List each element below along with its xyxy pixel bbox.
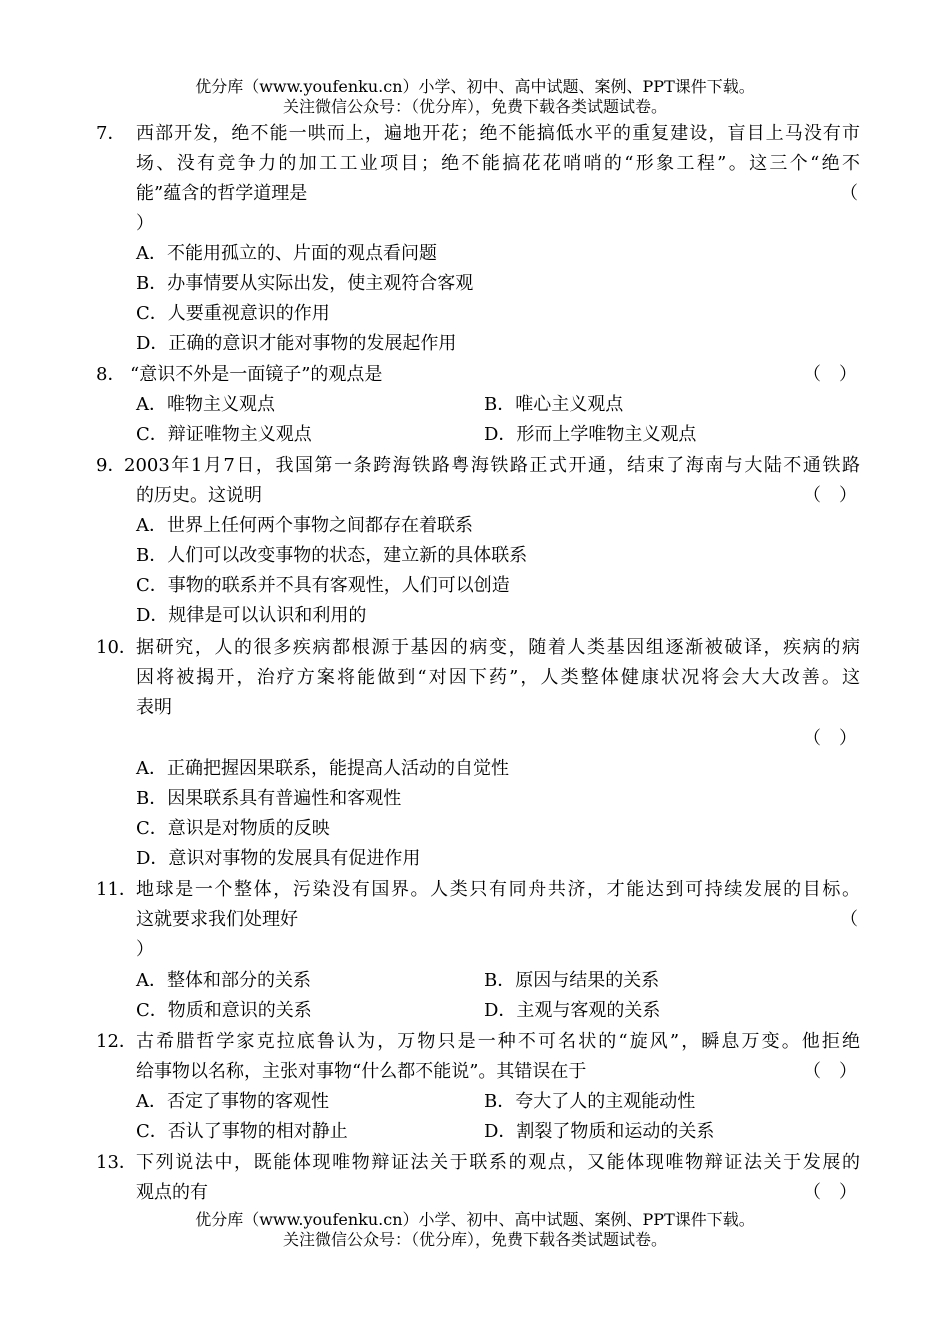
footer-line-1: 优分库（www.youfenku.cn）小学、初中、高中试题、案例、PPT课件下载。 [195,1210,755,1229]
question-stem-line: “意识不外是一面镜子”的观点是 [130,364,383,385]
question-number: 12． [96,1031,137,1052]
answer-paren: （ ） [803,1061,857,1082]
question-stem-line: 给事物以名称，主张对事物“什么都不能说”。其错误在于 [136,1061,587,1082]
option-c: C．意识是对物质的反映 [136,818,330,839]
option-c: C．人要重视意识的作用 [136,303,330,324]
option-b: B．夸大了人的主观能动性 [484,1091,696,1112]
answer-paren-close: ） [136,939,154,960]
question-stem-line: 因将被揭开，治疗方案将能做到“对因下药”，人类整体健康状况将会大大改善。这 [136,667,860,688]
option-b: B．原因与结果的关系 [484,970,660,991]
option-b: B．人们可以改变事物的状态，建立新的具体联系 [136,545,528,566]
answer-paren-open: （ [840,909,858,930]
option-b: B．唯心主义观点 [484,394,624,415]
header-line-2: 关注微信公众号：（优分库），免费下载各类试题试卷。 [282,97,667,116]
question-stem-line: 能”蕴含的哲学道理是 [136,183,308,204]
question-number: 10． [96,637,137,658]
question-stem-line: 的历史。这说明 [136,485,262,506]
option-d: D．正确的意识才能对事物的发展起作用 [136,333,457,354]
footer-line-2: 关注微信公众号：（优分库），免费下载各类试题试卷。 [282,1230,667,1249]
question-number: 8． [96,364,126,385]
option-c: C．事物的联系并不具有客观性，人们可以创造 [136,575,510,596]
question-stem-line: 场、没有竞争力的加工工业项目；绝不能搞花花哨哨的“形象工程”。这三个“绝不 [136,153,860,174]
answer-paren: （ ） [803,728,857,749]
header-line-1: 优分库（www.youfenku.cn）小学、初中、高中试题、案例、PPT课件下载。 [195,77,755,96]
option-d: D．形而上学唯物主义观点 [484,424,697,445]
option-b: B．办事情要从实际出发，使主观符合客观 [136,273,474,294]
question-number: 9． [96,455,126,476]
question-stem-line: 表明 [136,697,172,718]
question-number: 11． [96,879,137,900]
question-number: 13． [96,1152,137,1173]
option-a: A．正确把握因果联系，能提高人活动的自觉性 [136,758,509,779]
question-stem-line: 西部开发，绝不能一哄而上，遍地开花；绝不能搞低水平的重复建设，盲目上马没有市 [136,123,860,144]
option-a: A．世界上任何两个事物之间都存在着联系 [136,515,473,536]
option-c: C．辩证唯物主义观点 [136,424,312,445]
option-d: D．主观与客观的关系 [484,1000,661,1021]
option-a: A．否定了事物的客观性 [136,1091,329,1112]
answer-paren: （ ） [803,364,857,385]
answer-paren: （ ） [803,1182,857,1203]
option-c: C．否认了事物的相对静止 [136,1121,348,1142]
option-c: C．物质和意识的关系 [136,1000,312,1021]
question-stem-line: 据研究，人的很多疾病都根源于基因的病变，随着人类基因组逐渐被破译，疾病的病 [136,637,860,658]
option-a: A．不能用孤立的、片面的观点看问题 [136,243,437,264]
option-d: D．意识对事物的发展具有促进作用 [136,848,421,869]
question-stem-line: 地球是一个整体，污染没有国界。人类只有同舟共济，才能达到可持续发展的目标。 [136,879,860,900]
question-stem-line: 观点的有 [136,1182,208,1203]
answer-paren: （ ） [803,485,857,506]
option-b: B．因果联系具有普遍性和客观性 [136,788,402,809]
question-stem-line: 古希腊哲学家克拉底鲁认为，万物只是一种不可名状的“旋风”，瞬息万变。他拒绝 [136,1031,860,1052]
option-a: A．唯物主义观点 [136,394,275,415]
question-stem-line: 2003年1月7日，我国第一条跨海铁路粤海铁路正式开通，结束了海南与大陆不通铁路 [124,455,860,476]
option-d: D．割裂了物质和运动的关系 [484,1121,715,1142]
question-number: 7． [96,123,126,144]
option-d: D．规律是可以认识和利用的 [136,605,367,626]
answer-paren-open: （ [840,183,858,204]
question-stem-line: 下列说法中，既能体现唯物辩证法关于联系的观点，又能体现唯物辩证法关于发展的 [136,1152,860,1173]
option-a: A．整体和部分的关系 [136,970,311,991]
answer-paren-close: ） [136,213,154,234]
question-stem-line: 这就要求我们处理好 [136,909,298,930]
